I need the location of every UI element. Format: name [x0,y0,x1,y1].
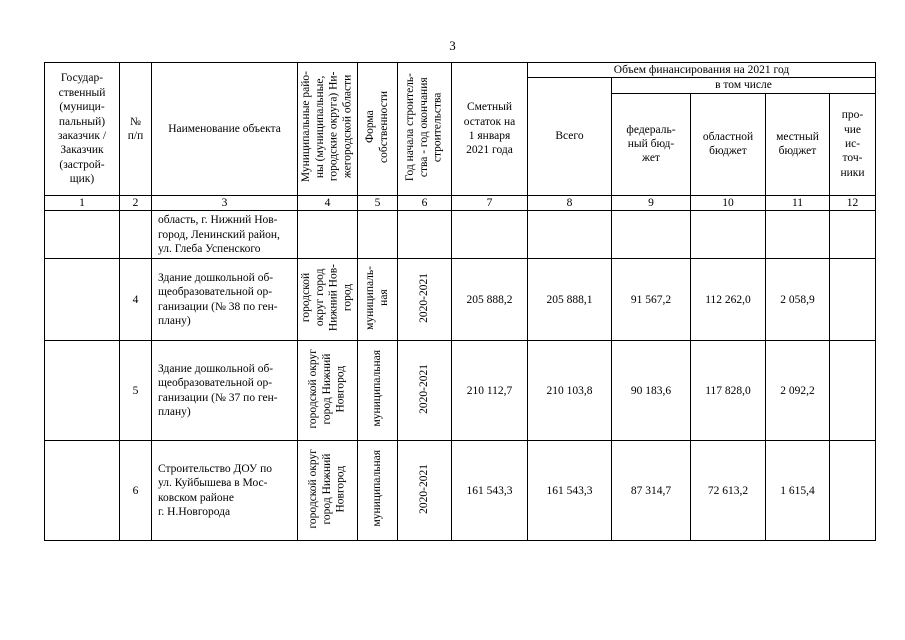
row-number: 6 [120,441,152,541]
federal: 90 183,6 [612,341,691,441]
total: 210 103,8 [528,341,612,441]
table-row [45,341,876,441]
local: 2 092,2 [766,341,830,441]
header-object-name: Наименование объекта [152,63,298,196]
column-number: 5 [358,195,398,210]
table-row [45,259,876,341]
other [830,259,876,341]
column-number: 12 [830,195,876,210]
column-number: 9 [612,195,691,210]
header-years: Год начала строитель- ства - год окончания строительства [398,63,452,196]
column-number: 6 [398,195,452,210]
page-number: 3 [449,38,456,53]
header-ownership: Форма собственности [358,63,398,196]
federal: 91 567,2 [612,259,691,341]
column-number: 11 [766,195,830,210]
total: 161 543,3 [528,441,612,541]
years: 2020-2021 [398,259,452,341]
district: городской округ город Нижний Нов- город [298,259,358,341]
estimated-balance: 161 543,3 [452,441,528,541]
years: 2020-2021 [398,341,452,441]
object-name: Здание дошкольной об- щеобразовательной ор- ганизации (№ 37 по ген- плану) [152,341,298,441]
column-number: 4 [298,195,358,210]
regional: 117 828,0 [691,341,766,441]
regional: 72 613,2 [691,441,766,541]
district: городской округ город Нижний Новгород [298,441,358,541]
row-number: 5 [120,341,152,441]
ownership: муниципальная [358,341,398,441]
table-row [45,441,876,541]
header-number: № п/п [120,63,152,196]
header-regional: областной бюджет [691,93,766,195]
estimated-balance: 205 888,2 [452,259,528,341]
column-number: 1 [45,195,120,210]
object-name: Строительство ДОУ по ул. Куйбышева в Мос- ковском районе г. Н.Новгорода [152,441,298,541]
local: 2 058,9 [766,259,830,341]
continuation-text: область, г. Нижний Нов- город, Ленинский район, ул. Глеба Успенского [152,211,298,259]
header-federal: федераль- ный бюд- жет [612,93,691,195]
other [830,341,876,441]
column-number: 8 [528,195,612,210]
years: 2020-2021 [398,441,452,541]
total: 205 888,1 [528,259,612,341]
header-estimated-balance: Сметный остаток на 1 января 2021 года [452,63,528,196]
financing-table [44,62,876,541]
header-financing-group: Объем финансирования на 2021 год [528,63,876,78]
federal: 87 314,7 [612,441,691,541]
header-customer: Государ- ственный (муници- пальный) заказчик / Заказчик (застрой- щик) [45,63,120,196]
estimated-balance: 210 112,7 [452,341,528,441]
local: 1 615,4 [766,441,830,541]
column-numbers-row [45,195,876,210]
district: городской округ город Нижний Новгород [298,341,358,441]
header-total: Всего [528,78,612,195]
regional: 112 262,0 [691,259,766,341]
header-other: про- чие ис- точ- ники [830,93,876,195]
header-including: в том числе [612,78,876,93]
object-name: Здание дошкольной об- щеобразовательной ор- ганизации (№ 38 по ген- плану) [152,259,298,341]
other [830,441,876,541]
column-number: 10 [691,195,766,210]
header-municipal-area: Муниципальные райо- ны (муниципальные, городские округа) Ни- жегородской области [298,63,358,196]
ownership: муниципальная [358,441,398,541]
row-number: 4 [120,259,152,341]
column-number: 2 [120,195,152,210]
ownership: муниципаль- ная [358,259,398,341]
continuation-row [45,211,876,259]
column-number: 7 [452,195,528,210]
column-number: 3 [152,195,298,210]
header-local: местный бюджет [766,93,830,195]
